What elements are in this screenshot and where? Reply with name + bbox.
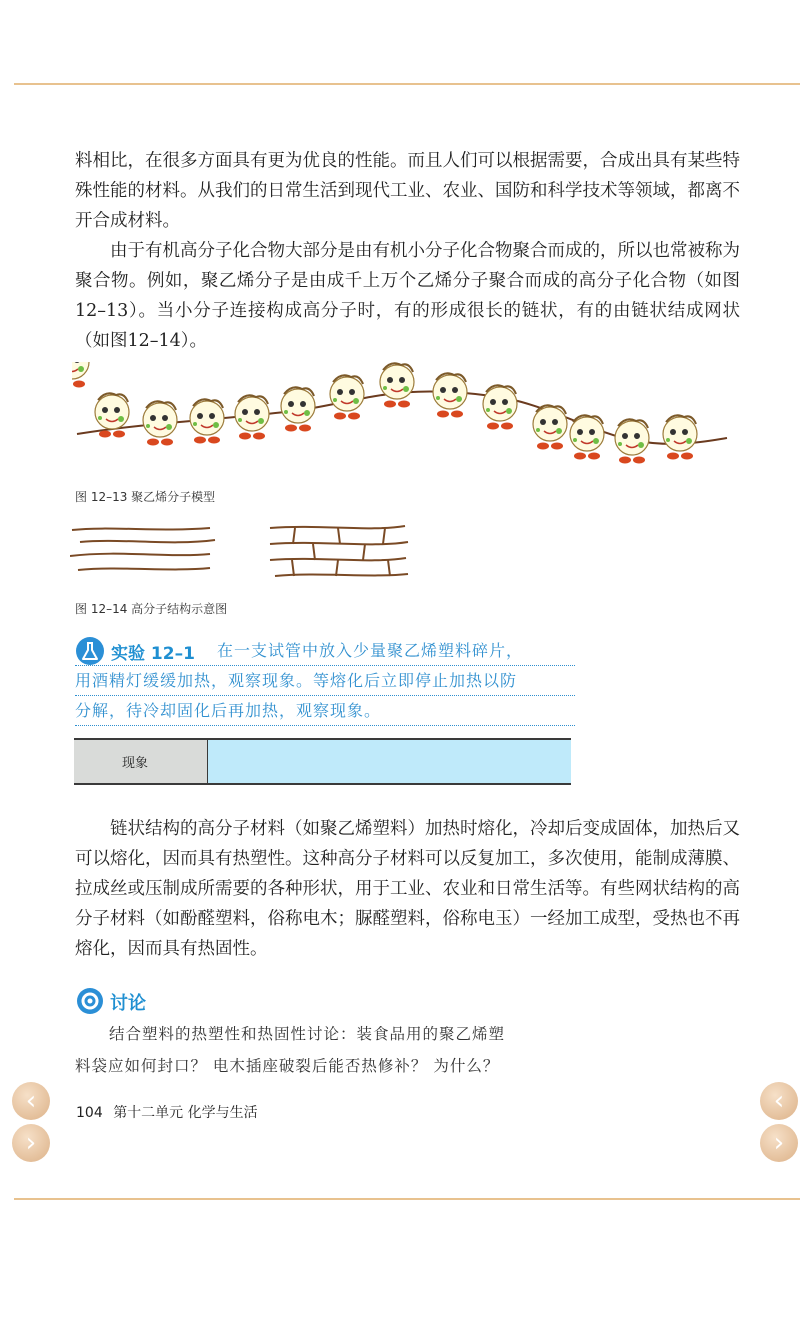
page-footer <box>76 1102 258 1122</box>
body-paragraph-2: 由于有机高分子化合物大部分是由有机小分子化合物聚合而成的，所以也常被称为聚合物。例如，聚乙烯分子是由成千上万个乙烯分子聚合而成的高分子化合物（如图12–13）。当小分子连接构成高分子时，有的形成很长的链状，有的由链状结成网状（如图12–14）。 <box>75 241 740 351</box>
discussion-line-1: 结合塑料的热塑性和热固性讨论：装食品用的聚乙烯塑 <box>109 1025 506 1043</box>
figure-12-13-caption: 图 12–13 聚乙烯分子模型 <box>75 490 216 504</box>
footer-rule <box>14 1198 800 1200</box>
observation-answer-cell[interactable] <box>208 740 571 783</box>
next-page-button-left[interactable] <box>12 1124 50 1162</box>
polymer-structure-figure <box>70 518 430 584</box>
page-number: 104 <box>76 1105 103 1121</box>
chevron-left-icon: ‹ <box>25 1086 37 1116</box>
molecule-character <box>72 362 89 388</box>
experiment-line-3: 分解，待冷却固化后再加热，观察现象。 <box>75 696 575 726</box>
chevron-right-icon: › <box>773 1128 785 1158</box>
chevron-right-icon: › <box>25 1128 37 1158</box>
prev-page-button[interactable] <box>12 1082 50 1120</box>
discussion-title: 讨论 <box>110 993 146 1014</box>
next-page-button[interactable] <box>760 1124 798 1162</box>
experiment-title: 实验 12–1 <box>111 644 195 664</box>
discussion-text <box>75 1018 595 1082</box>
prev-page-button-right[interactable] <box>760 1082 798 1120</box>
experiment-line-1: 在一支试管中放入少量聚乙烯塑料碎片， <box>75 636 575 666</box>
body-paragraph-3: 链状结构的高分子材料（如聚乙烯塑料）加热时熔化，冷却后变成固体，加热后又可以熔化，因而具有热塑性。这种高分子材料可以反复加工，多次使用，能制成薄膜、拉成丝或压制成所需要的各种形状，用于工业、农业和日常生活等。有些网状结构的高分子材料（如酚醛塑料，俗称电木；脲醛塑料，俗称电玉）一经加工成型，受热也不再熔化，因而具有热固性。 <box>75 819 740 959</box>
observation-table <box>74 738 571 785</box>
observation-label: 现象 <box>74 740 208 783</box>
header-rule <box>14 83 800 85</box>
flask-icon <box>75 636 105 666</box>
body-paragraph-1: 料相比，在很多方面具有更为优良的性能。而且人们可以根据需要，合成出具有某些特殊性能的材料。从我们的日常生活到现代工业、农业、国防和科学技术等领域，都离不开合成材料。 <box>75 151 740 231</box>
network-structure-lines <box>270 526 408 576</box>
experiment-line-2: 用酒精灯缓缓加热，观察现象。等熔化后立即停止加热以防 <box>75 666 575 696</box>
chevron-left-icon: ‹ <box>773 1086 785 1116</box>
discussion-icon <box>76 987 104 1015</box>
unit-title: 第十二单元 化学与生活 <box>113 1105 258 1121</box>
linear-structure-lines <box>70 528 215 570</box>
figure-12-14-caption: 图 12–14 高分子结构示意图 <box>75 602 228 616</box>
polyethylene-chain-figure <box>72 362 732 482</box>
discussion-line-2: 料袋应如何封口？ 电木插座破裂后能否热修补？ 为什么？ <box>75 1057 500 1075</box>
